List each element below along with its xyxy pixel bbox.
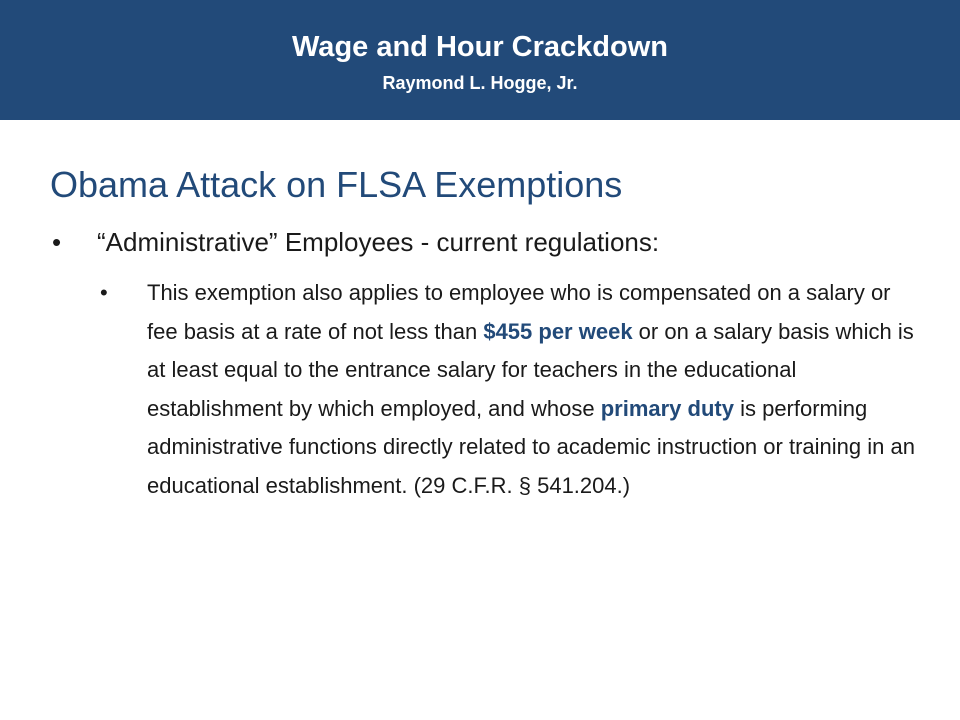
- slide-heading: Obama Attack on FLSA Exemptions: [50, 164, 623, 205]
- header-subtitle: Raymond L. Hogge, Jr.: [382, 73, 578, 93]
- emphasis-salary-amount: $455 per week: [483, 318, 633, 344]
- bullet-marker: •: [52, 227, 62, 257]
- sub-bullet-text-part-2: or on a salary basis which is at least equal to the entrance salary for teachers in the educational establishment by which employed, and whose: [147, 318, 914, 421]
- sub-bullet-paragraph: [147, 274, 917, 505]
- sub-bullet-text-part-3: is performing administrative functions directly related to academic instruction or training in an educational establishment. (29 C.F.R. § 541.204.): [147, 395, 915, 498]
- emphasis-primary-duty: primary duty: [600, 395, 734, 421]
- sub-bullet-marker: •: [100, 280, 108, 305]
- bullet-text: “Administrative” Employees - current regulations:: [97, 227, 660, 257]
- header-title: Wage and Hour Crackdown: [292, 31, 668, 63]
- sub-bullet-text-part-1: This exemption also applies to employee who is compensated on a salary or fee basis at a rate of not less than: [147, 280, 891, 344]
- header-band: [0, 0, 960, 120]
